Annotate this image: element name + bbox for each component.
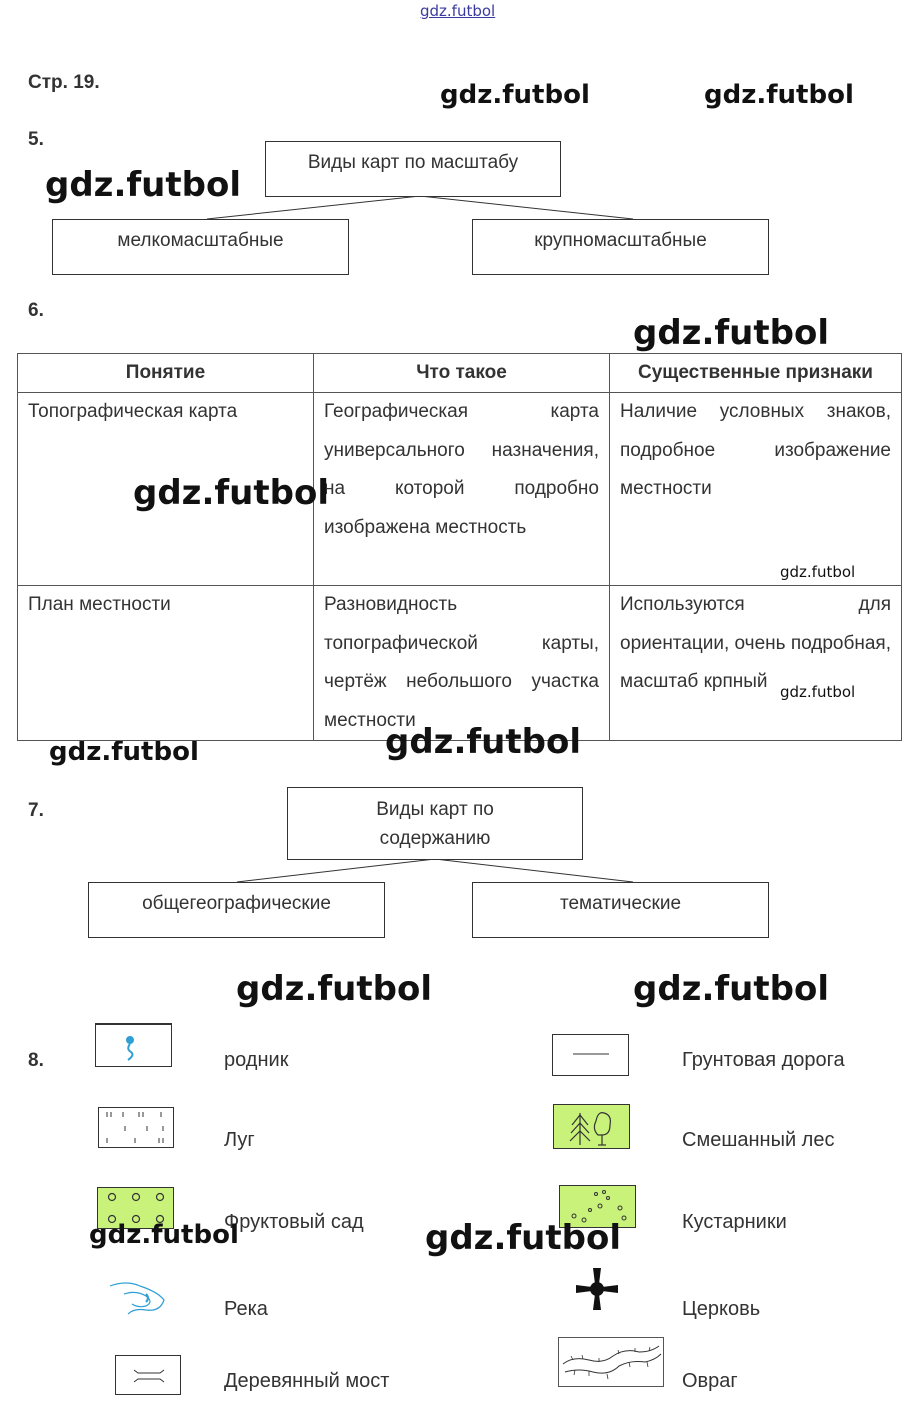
watermark-top[interactable]: gdz.futbol xyxy=(420,2,496,20)
watermark: gdz.futbol xyxy=(49,737,199,767)
dirt-road-icon xyxy=(552,1034,629,1076)
church-icon xyxy=(574,1266,620,1312)
page-label: Стр. 19. xyxy=(28,72,100,93)
table-row xyxy=(18,586,902,741)
task5-left-box: мелкомасштабные xyxy=(52,219,349,275)
task7-left-box: общегеографические xyxy=(88,882,385,938)
table-cell-concept: Топографическая карта xyxy=(18,393,314,586)
river-icon xyxy=(106,1278,170,1320)
mixed-forest-icon xyxy=(553,1104,630,1149)
watermark: gdz.futbol xyxy=(440,80,590,110)
watermark: gdz.futbol xyxy=(780,563,856,581)
symbol-label-church: Церковь xyxy=(682,1298,761,1320)
table-cell-features: Используются для ориентации, очень подробная, масштаб крпный xyxy=(610,586,902,741)
symbol-label-spring: родник xyxy=(224,1049,289,1071)
watermark: gdz.futbol xyxy=(780,683,856,701)
watermark: gdz.futbol xyxy=(425,1218,621,1258)
symbol-label-dirt-road: Грунтовая дорога xyxy=(682,1049,845,1071)
task6-number: 6. xyxy=(28,300,44,321)
watermark: gdz.futbol xyxy=(89,1220,239,1250)
table-cell-what: Разновидность топографической карты, чертёж небольшого участка местности xyxy=(314,586,610,741)
task7-number: 7. xyxy=(28,800,44,821)
symbol-label-meadow: Луг xyxy=(224,1129,255,1151)
task5-root-box: Виды карт по масштабу xyxy=(265,141,561,197)
table-header: Существенные признаки xyxy=(610,354,902,393)
table-cell-concept: План местности xyxy=(18,586,314,741)
watermark: gdz.futbol xyxy=(704,80,854,110)
task5-number: 5. xyxy=(28,129,44,150)
wooden-bridge-icon xyxy=(115,1355,181,1395)
ravine-icon xyxy=(558,1337,664,1387)
table-header: Понятие xyxy=(18,354,314,393)
table-header: Что такое xyxy=(314,354,610,393)
watermark: gdz.futbol xyxy=(633,313,829,353)
watermark: gdz.futbol xyxy=(236,969,432,1009)
watermark: gdz.futbol xyxy=(633,969,829,1009)
watermark: gdz.futbol xyxy=(45,165,241,205)
spring-icon xyxy=(95,1023,172,1067)
symbol-label-orchard: Фруктовый сад xyxy=(224,1211,364,1233)
table-cell-features: Наличие условных знаков, подробное изображение местности xyxy=(610,393,902,586)
symbol-label-shrubs: Кустарники xyxy=(682,1211,787,1233)
task7-root-box: Виды карт по содержанию xyxy=(287,787,583,860)
symbol-label-mixed-forest: Смешанный лес xyxy=(682,1129,835,1151)
watermark: gdz.futbol xyxy=(133,473,329,513)
symbol-label-wooden-bridge: Деревянный мост xyxy=(224,1370,390,1392)
task6-table xyxy=(17,353,902,741)
task8-number: 8. xyxy=(28,1050,44,1071)
symbol-label-river: Река xyxy=(224,1298,268,1320)
task7-right-box: тематические xyxy=(472,882,769,938)
meadow-icon xyxy=(98,1107,174,1148)
table-cell-what: Географическая карта универсального назначения, на которой подробно изображена местность xyxy=(314,393,610,586)
symbol-label-ravine: Овраг xyxy=(682,1370,738,1392)
watermark: gdz.futbol xyxy=(385,722,581,762)
task5-right-box: крупномасштабные xyxy=(472,219,769,275)
